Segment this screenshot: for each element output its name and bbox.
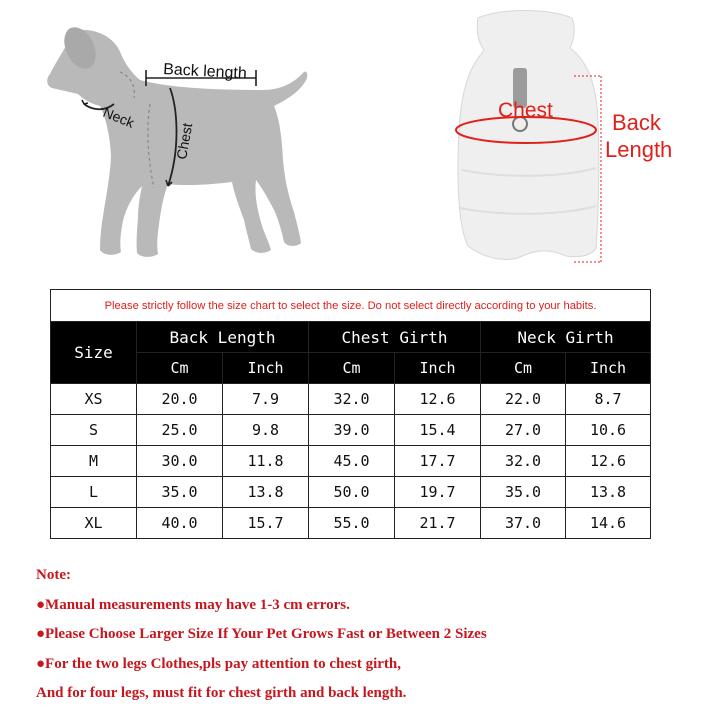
table-row xyxy=(51,415,651,446)
value-cell: 14.6 xyxy=(566,508,651,539)
value-cell: 30.0 xyxy=(137,446,223,477)
value-cell: 55.0 xyxy=(309,508,395,539)
value-cell: 17.7 xyxy=(395,446,481,477)
value-cell: 32.0 xyxy=(309,384,395,415)
notes-section xyxy=(36,563,696,711)
unit-header-cm: Cm xyxy=(481,353,566,384)
dog-back-length-label: Back length xyxy=(162,61,248,83)
chest-girth-header: Chest Girth xyxy=(309,322,481,353)
note-line: ●Manual measurements may have 1-3 cm errors. xyxy=(36,596,350,613)
value-cell: 39.0 xyxy=(309,415,395,446)
value-cell: 7.9 xyxy=(223,384,309,415)
notes-title: Note: xyxy=(36,567,71,583)
size-cell: S xyxy=(51,415,137,446)
size-column-header: Size xyxy=(51,322,137,384)
value-cell: 35.0 xyxy=(137,477,223,508)
unit-header-cm: Cm xyxy=(137,353,223,384)
table-row xyxy=(51,477,651,508)
value-cell: 10.6 xyxy=(566,415,651,446)
note-line: ●Please Choose Larger Size If Your Pet Grows Fast or Between 2 Sizes xyxy=(36,626,487,642)
measurement-illustrations xyxy=(0,0,715,285)
value-cell: 22.0 xyxy=(481,384,566,415)
neck-girth-header: Neck Girth xyxy=(481,322,651,353)
value-cell: 20.0 xyxy=(137,384,223,415)
table-row xyxy=(51,446,651,477)
table-row xyxy=(51,508,651,539)
note-line: ●For the two legs Clothes,pls pay attention to chest girth, xyxy=(36,655,402,672)
coat-image xyxy=(458,11,599,260)
value-cell: 11.8 xyxy=(223,446,309,477)
dog-neck-label: Neck xyxy=(100,103,137,131)
value-cell: 45.0 xyxy=(309,446,395,477)
size-cell: L xyxy=(51,477,137,508)
value-cell: 50.0 xyxy=(309,477,395,508)
size-cell: XL xyxy=(51,508,137,539)
value-cell: 35.0 xyxy=(481,477,566,508)
size-chart-table xyxy=(50,289,651,539)
unit-header-inch: Inch xyxy=(566,353,651,384)
size-cell: XS xyxy=(51,384,137,415)
value-cell: 37.0 xyxy=(481,508,566,539)
value-cell: 12.6 xyxy=(566,446,651,477)
value-cell: 19.7 xyxy=(395,477,481,508)
value-cell: 13.8 xyxy=(566,477,651,508)
value-cell: 12.6 xyxy=(395,384,481,415)
unit-header-inch: Inch xyxy=(223,353,309,384)
unit-header-cm: Cm xyxy=(309,353,395,384)
size-notice: Please strictly follow the size chart to select the size. Do not select directly according to your habits. xyxy=(51,290,651,322)
coat-back-label-line1: Back xyxy=(612,110,661,135)
value-cell: 27.0 xyxy=(481,415,566,446)
unit-header-inch: Inch xyxy=(395,353,481,384)
value-cell: 25.0 xyxy=(137,415,223,446)
table-row xyxy=(51,384,651,415)
dog-chest-label: Chest xyxy=(173,121,196,161)
value-cell: 9.8 xyxy=(223,415,309,446)
value-cell: 8.7 xyxy=(566,384,651,415)
value-cell: 15.7 xyxy=(223,508,309,539)
value-cell: 21.7 xyxy=(395,508,481,539)
coat-back-label-line2: Length xyxy=(605,137,673,162)
value-cell: 40.0 xyxy=(137,508,223,539)
coat-chest-label: Chest xyxy=(498,99,553,122)
back-length-header: Back Length xyxy=(137,322,309,353)
size-cell: M xyxy=(51,446,137,477)
value-cell: 32.0 xyxy=(481,446,566,477)
value-cell: 15.4 xyxy=(395,415,481,446)
note-line: And for four legs, must fit for chest girth and back length. xyxy=(36,685,407,701)
value-cell: 13.8 xyxy=(223,477,309,508)
